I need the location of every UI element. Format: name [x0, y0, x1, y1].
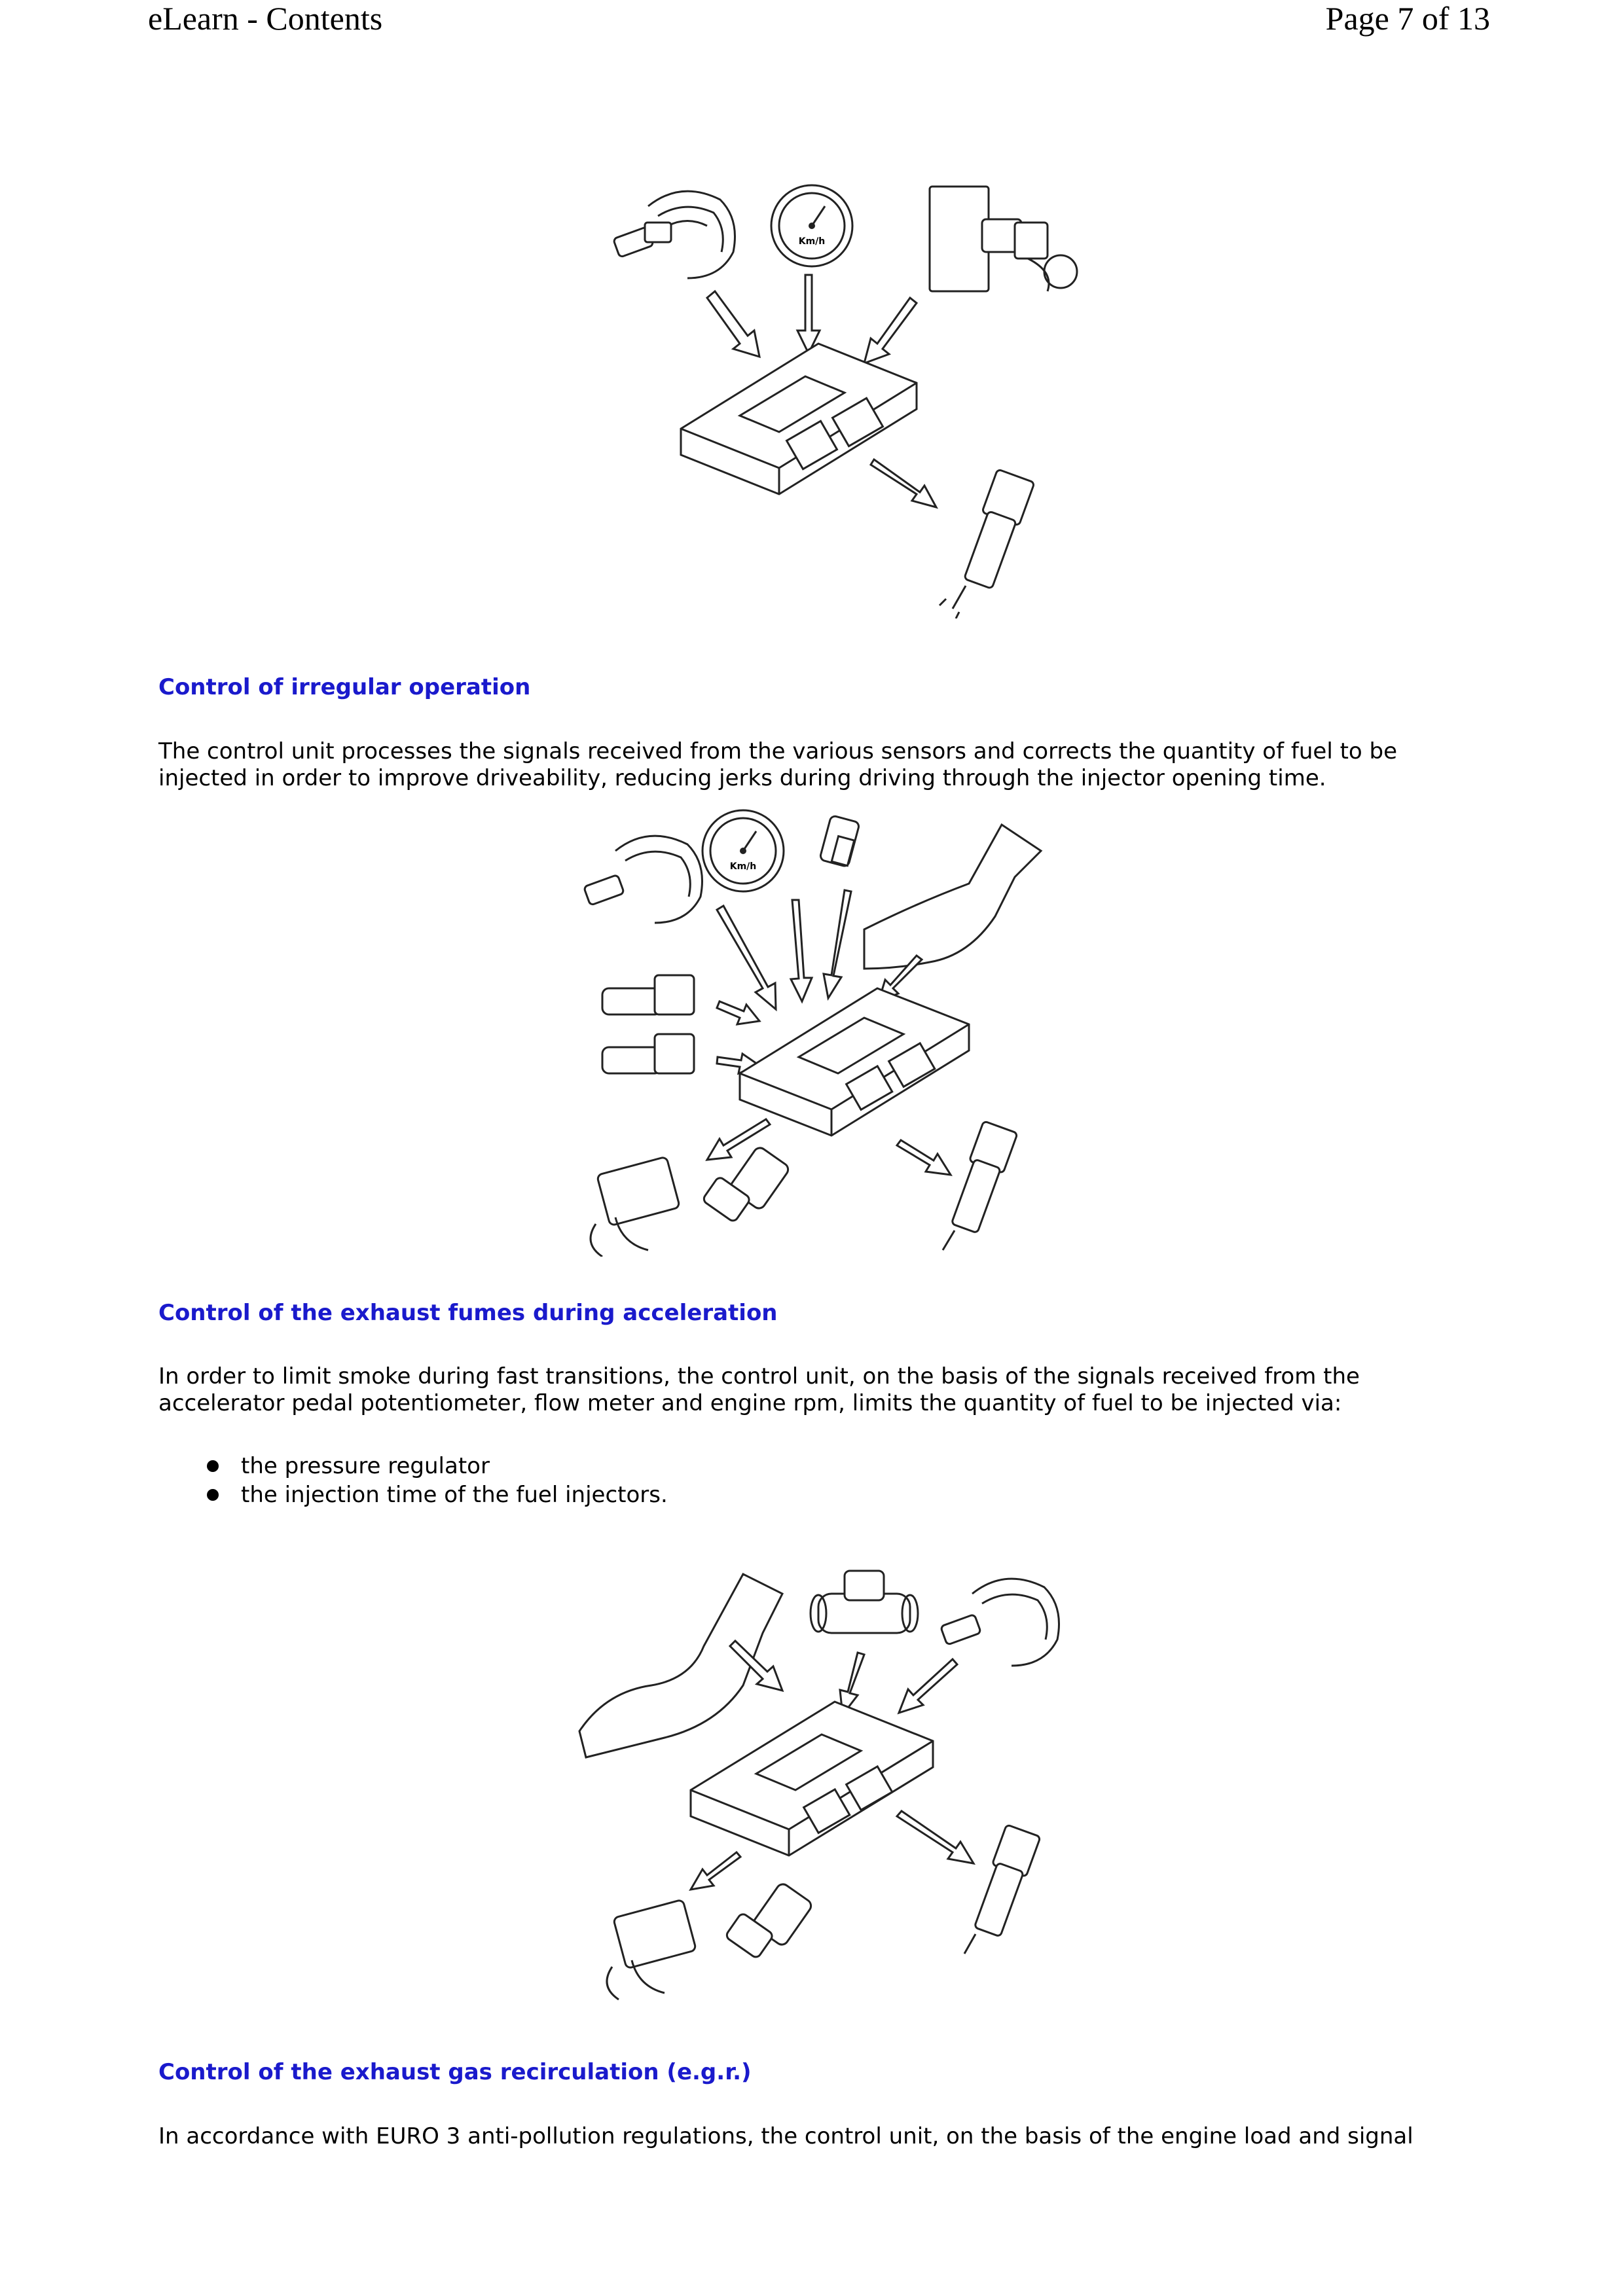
bullet-icon — [207, 1460, 219, 1472]
flow-meter-illustration — [811, 1571, 918, 1633]
page-indicator: Page 7 of 13 — [1325, 0, 1490, 37]
ecu-illustration — [691, 1702, 933, 1856]
section-heading-irregular-operation: Control of irregular operation — [158, 674, 531, 700]
output-arrow — [897, 1811, 974, 1863]
brake-switch-illustrations — [602, 975, 694, 1073]
gauge-label: Km/h — [729, 861, 757, 872]
temperature-sensor-illustration — [820, 815, 860, 867]
injector-illustration — [939, 469, 1034, 619]
ecu-diagram-1 — [609, 167, 1120, 619]
bullet-icon — [207, 1489, 219, 1501]
input-arrows — [730, 1641, 957, 1715]
pressure-regulator-illustration — [725, 1882, 813, 1959]
ecu-illustration — [740, 988, 969, 1136]
egr-valve-illustration — [591, 1157, 680, 1257]
gauge-label: Km/h — [798, 236, 826, 247]
egr-valve-illustration — [607, 1899, 696, 2000]
list-item: the pressure regulator — [203, 1452, 668, 1480]
output-arrow — [691, 1852, 740, 1890]
section-heading-exhaust-fumes: Control of the exhaust fumes during acceleration — [158, 1300, 778, 1326]
ecu-diagram-3 — [566, 1554, 1070, 2013]
document-title: eLearn - Contents — [148, 0, 383, 37]
sensor-assembly-illustration — [930, 187, 1077, 291]
injector-illustration — [943, 1121, 1017, 1250]
rpm-sensor-illustration — [940, 1579, 1059, 1666]
injector-illustration — [964, 1825, 1040, 1954]
section-text-exhaust-fumes: In order to limit smoke during fast transitions, the control unit, on the basis of the signals received from the accelerator pedal potentiometer, flow meter and engine rpm, limits the quantity of fuel to be injected via: — [158, 1363, 1360, 1416]
section-text-irregular-operation: The control unit processes the signals received from the various sensors and corrects the quantity of fuel to be injected in order to improve driveability, reducing jerks during driving through the injector opening time. — [158, 738, 1398, 791]
output-arrow — [871, 459, 936, 507]
rpm-sensor-illustration — [613, 191, 735, 278]
speedometer-illustration — [702, 810, 784, 891]
section-heading-egr: Control of the exhaust gas recirculation (e.g.r.) — [158, 2059, 752, 2085]
accelerator-pedal-illustration — [864, 825, 1041, 969]
list-item: the injection time of the fuel injectors. — [203, 1480, 668, 1509]
bullet-list — [203, 1452, 668, 1509]
rpm-sensor-illustration — [583, 836, 702, 923]
output-arrow — [897, 1140, 951, 1175]
section-text-egr: In accordance with EURO 3 anti-pollution regulations, the control unit, on the basis of the engine load and signal — [158, 2123, 1413, 2149]
speedometer-illustration — [771, 185, 852, 266]
ecu-diagram-2 — [576, 798, 1074, 1257]
